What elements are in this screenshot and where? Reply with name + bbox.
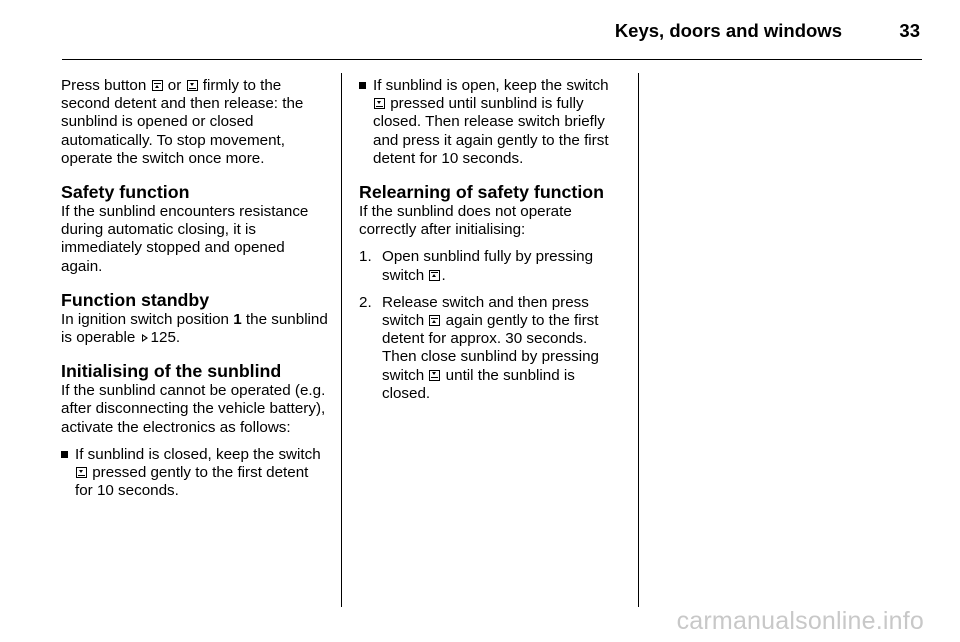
left-column: [61, 77, 329, 500]
page-reference-link[interactable]: 125.: [150, 329, 181, 347]
page-reference-icon: [142, 334, 148, 342]
intro-paragraph: Press button or firmly to the second detent and then release: the sunblind is opened or closed automatically. To stop movement, operate the switch once more.: [61, 77, 304, 167]
safety-function-text: If the sunblind encounters resistance during automatic closing, it is immediately stopped and opened again.: [61, 203, 309, 275]
header-title: Keys, doors and windows: [614, 20, 842, 41]
middle-column: [359, 77, 625, 403]
sunblind-close-switch-icon: [76, 467, 87, 478]
watermark: carmanualsonline.info: [676, 607, 924, 635]
sunblind-close-switch-icon: [187, 80, 198, 91]
sunblind-open-switch-icon: [152, 80, 163, 91]
page-number: 33: [899, 20, 920, 41]
bullet-item-open: If sunblind is open, keep the switch pressed until sunblind is fully closed. Then release switch briefly and press it again gently to the first detent for 10 seconds.: [359, 77, 625, 168]
sunblind-open-switch-icon: [429, 270, 440, 281]
relearning-heading: Relearning of safety function: [359, 182, 605, 203]
list-item-step-2: 2. Release switch and then press switch again gently to the first detent for approx. 30 seconds. Then close sunblind by pressing switch until the sunblind is closed.: [359, 293, 599, 402]
sunblind-close-switch-icon: [374, 98, 385, 109]
relearning-text: If the sunblind does not operate correctly after initialising:: [359, 203, 572, 239]
bullet-icon: [359, 82, 366, 89]
column-divider-1: [341, 73, 342, 607]
sunblind-open-switch-icon: [429, 315, 440, 326]
safety-function-heading: Safety function: [61, 182, 190, 203]
function-standby-text: In ignition switch position 1 the sunblind is operable 125.: [61, 310, 328, 347]
initialising-heading: Initialising of the sunblind: [61, 361, 282, 382]
bullet-item-closed: If sunblind is closed, keep the switch pressed gently to the first detent for 10 seconds.: [61, 446, 329, 501]
bullet-icon: [61, 451, 68, 458]
sunblind-close-switch-icon: [429, 370, 440, 381]
list-item-step-1: 1. Open sunblind fully by pressing switch .: [359, 248, 594, 284]
column-divider-2: [638, 73, 639, 607]
header-divider: [62, 59, 922, 60]
initialising-text: If the sunblind cannot be operated (e.g. after disconnecting the vehicle battery), activate the electronics as follows:: [61, 382, 326, 436]
function-standby-heading: Function standby: [61, 289, 210, 310]
